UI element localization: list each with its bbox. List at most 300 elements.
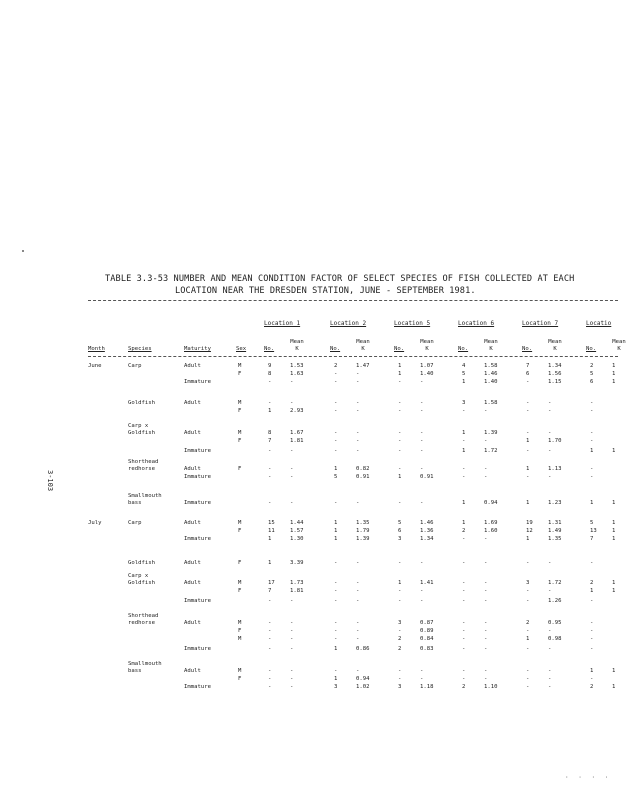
- count-cell: -: [590, 474, 594, 480]
- count-cell: 2: [398, 636, 402, 642]
- mean-k-cell: 1.18: [420, 684, 434, 690]
- sex-label: M: [238, 520, 242, 526]
- count-cell: -: [268, 628, 272, 634]
- column-header-mean-k: Mean K: [356, 339, 370, 352]
- maturity-label: Adult: [184, 580, 201, 586]
- count-cell: -: [334, 448, 338, 454]
- mean-k-cell: -: [290, 379, 294, 385]
- maturity-label: Immature: [184, 379, 211, 385]
- count-cell: -: [398, 466, 402, 472]
- mean-k-cell: -: [484, 668, 488, 674]
- mean-k-cell: 1.35: [356, 520, 370, 526]
- count-cell: 1: [462, 379, 466, 385]
- mean-k-cell: 0.95: [548, 620, 562, 626]
- count-cell: 3: [334, 684, 338, 690]
- count-cell: 4: [462, 363, 466, 369]
- count-cell: -: [526, 646, 530, 652]
- count-cell: -: [334, 628, 338, 634]
- species-label: Smallmouth bass: [128, 493, 162, 506]
- sex-label: M: [238, 636, 242, 642]
- sex-label: M: [238, 580, 242, 586]
- count-cell: 2: [590, 580, 594, 586]
- count-cell: -: [590, 430, 594, 436]
- mean-k-cell: 1: [612, 379, 616, 385]
- count-cell: -: [398, 379, 402, 385]
- count-cell: -: [590, 628, 594, 634]
- mean-k-cell: -: [548, 474, 552, 480]
- header-rule: [88, 356, 618, 357]
- location-header: Locatio: [586, 320, 612, 327]
- count-cell: 1: [334, 520, 338, 526]
- count-cell: -: [398, 438, 402, 444]
- maturity-label: Immature: [184, 684, 211, 690]
- mean-k-cell: 1.60: [484, 528, 498, 534]
- mean-k-cell: -: [420, 500, 424, 506]
- species-label: Goldfish: [128, 400, 155, 406]
- count-cell: -: [526, 684, 530, 690]
- count-cell: -: [268, 636, 272, 642]
- count-cell: -: [334, 400, 338, 406]
- mean-k-cell: -: [484, 588, 488, 594]
- mean-k-cell: -: [356, 620, 360, 626]
- mean-k-cell: 1.49: [548, 528, 562, 534]
- count-cell: 1: [334, 528, 338, 534]
- mean-k-cell: 1.40: [484, 379, 498, 385]
- count-cell: 1: [398, 580, 402, 586]
- sex-label: F: [238, 628, 242, 634]
- mean-k-cell: 1.72: [548, 580, 562, 586]
- mean-k-cell: -: [420, 588, 424, 594]
- mean-k-cell: 1.30: [290, 536, 304, 542]
- count-cell: 3: [398, 620, 402, 626]
- mean-k-cell: -: [484, 580, 488, 586]
- mean-k-cell: 1: [612, 448, 616, 454]
- count-cell: -: [398, 448, 402, 454]
- mean-k-cell: 1.58: [484, 400, 498, 406]
- count-cell: 6: [526, 371, 530, 377]
- mean-k-cell: 0.98: [548, 636, 562, 642]
- count-cell: 1: [268, 408, 272, 414]
- mean-k-cell: 1.10: [484, 684, 498, 690]
- count-cell: 1: [398, 371, 402, 377]
- count-cell: -: [398, 628, 402, 634]
- count-cell: -: [462, 580, 466, 586]
- mean-k-cell: 1.72: [484, 448, 498, 454]
- count-cell: -: [398, 676, 402, 682]
- mean-k-cell: 0.94: [484, 500, 498, 506]
- count-cell: 2: [590, 684, 594, 690]
- mean-k-cell: 1.39: [356, 536, 370, 542]
- count-cell: -: [334, 580, 338, 586]
- mean-k-cell: -: [420, 676, 424, 682]
- count-cell: 2: [398, 646, 402, 652]
- mean-k-cell: -: [548, 400, 552, 406]
- count-cell: -: [590, 676, 594, 682]
- maturity-label: Immature: [184, 474, 211, 480]
- mean-k-cell: 3.39: [290, 560, 304, 566]
- mean-k-cell: -: [484, 536, 488, 542]
- count-cell: -: [590, 408, 594, 414]
- column-header-mean-k: Mean K: [612, 339, 626, 352]
- count-cell: -: [268, 684, 272, 690]
- mean-k-cell: -: [290, 620, 294, 626]
- mean-k-cell: -: [290, 400, 294, 406]
- count-cell: 1: [590, 500, 594, 506]
- count-cell: -: [334, 430, 338, 436]
- mean-k-cell: 1.13: [548, 466, 562, 472]
- mean-k-cell: 0.94: [356, 676, 370, 682]
- location-header: Location 1: [264, 320, 301, 327]
- mean-k-cell: -: [356, 588, 360, 594]
- count-cell: -: [268, 598, 272, 604]
- location-header: Location 5: [394, 320, 431, 327]
- mean-k-cell: -: [548, 448, 552, 454]
- column-header-mean-k: Mean K: [548, 339, 562, 352]
- count-cell: 17: [268, 580, 275, 586]
- count-cell: -: [526, 588, 530, 594]
- sex-label: F: [238, 560, 242, 566]
- count-cell: -: [462, 636, 466, 642]
- mean-k-cell: 1.35: [548, 536, 562, 542]
- mean-k-cell: -: [290, 628, 294, 634]
- count-cell: -: [526, 474, 530, 480]
- mean-k-cell: -: [548, 430, 552, 436]
- count-cell: 1: [268, 560, 272, 566]
- mean-k-cell: 1: [612, 588, 616, 594]
- count-cell: -: [590, 620, 594, 626]
- count-cell: 2: [334, 363, 338, 369]
- sex-label: F: [238, 371, 242, 377]
- mean-k-cell: -: [484, 438, 488, 444]
- mean-k-cell: -: [484, 620, 488, 626]
- count-cell: -: [462, 560, 466, 566]
- count-cell: 5: [398, 520, 402, 526]
- column-header-species: Species: [128, 346, 152, 352]
- mean-k-cell: -: [290, 448, 294, 454]
- mean-k-cell: 1.34: [548, 363, 562, 369]
- count-cell: 8: [268, 371, 272, 377]
- mean-k-cell: 1.34: [420, 536, 434, 542]
- mean-k-cell: 1: [612, 363, 616, 369]
- mean-k-cell: 1: [612, 500, 616, 506]
- count-cell: 19: [526, 520, 533, 526]
- count-cell: -: [268, 668, 272, 674]
- count-cell: -: [398, 598, 402, 604]
- count-cell: 3: [462, 400, 466, 406]
- mean-k-cell: -: [548, 676, 552, 682]
- species-label: Carp: [128, 520, 142, 526]
- mean-k-cell: 1.63: [290, 371, 304, 377]
- mean-k-cell: 1.07: [420, 363, 434, 369]
- count-cell: -: [268, 500, 272, 506]
- mean-k-cell: 1.70: [548, 438, 562, 444]
- mean-k-cell: -: [484, 628, 488, 634]
- mean-k-cell: -: [356, 636, 360, 642]
- mean-k-cell: 0.82: [356, 466, 370, 472]
- count-cell: -: [334, 438, 338, 444]
- sex-label: F: [238, 408, 242, 414]
- count-cell: 3: [526, 580, 530, 586]
- mean-k-cell: -: [290, 676, 294, 682]
- count-cell: 1: [462, 448, 466, 454]
- mean-k-cell: 1.73: [290, 580, 304, 586]
- count-cell: -: [526, 668, 530, 674]
- count-cell: -: [268, 466, 272, 472]
- count-cell: -: [462, 536, 466, 542]
- sex-label: F: [238, 438, 242, 444]
- maturity-label: Immature: [184, 536, 211, 542]
- count-cell: 1: [398, 474, 402, 480]
- count-cell: 2: [462, 684, 466, 690]
- mean-k-cell: -: [356, 448, 360, 454]
- count-cell: -: [398, 400, 402, 406]
- mean-k-cell: -: [356, 379, 360, 385]
- mean-k-cell: -: [356, 371, 360, 377]
- count-cell: 13: [590, 528, 597, 534]
- count-cell: -: [462, 668, 466, 674]
- count-cell: -: [526, 598, 530, 604]
- count-cell: -: [590, 598, 594, 604]
- count-cell: -: [268, 620, 272, 626]
- mean-k-cell: 1.02: [356, 684, 370, 690]
- count-cell: -: [268, 448, 272, 454]
- species-label: Smallmouth bass: [128, 661, 162, 674]
- mean-k-cell: -: [484, 646, 488, 652]
- mean-k-cell: 0.87: [420, 620, 434, 626]
- count-cell: 5: [462, 371, 466, 377]
- maturity-label: Immature: [184, 500, 211, 506]
- column-header-no: No.: [586, 346, 597, 352]
- mean-k-cell: -: [290, 500, 294, 506]
- mean-k-cell: -: [420, 379, 424, 385]
- title-line-2: LOCATION NEAR THE DRESDEN STATION, JUNE - SEPTEMBER 1981.: [175, 286, 476, 296]
- count-cell: 1: [268, 536, 272, 542]
- location-header: Location 2: [330, 320, 367, 327]
- month-label: June: [88, 363, 102, 369]
- page-number-side: 3-103: [46, 470, 54, 492]
- mean-k-cell: 1.46: [420, 520, 434, 526]
- count-cell: 1: [462, 520, 466, 526]
- sex-label: M: [238, 430, 242, 436]
- species-label: Shorthead redhorse: [128, 613, 159, 626]
- column-header-no: No.: [458, 346, 469, 352]
- maturity-label: Adult: [184, 400, 201, 406]
- count-cell: 1: [590, 588, 594, 594]
- mean-k-cell: -: [484, 474, 488, 480]
- mean-k-cell: -: [420, 400, 424, 406]
- count-cell: -: [398, 408, 402, 414]
- count-cell: -: [334, 588, 338, 594]
- mean-k-cell: -: [420, 430, 424, 436]
- sex-label: F: [238, 588, 242, 594]
- mean-k-cell: -: [290, 636, 294, 642]
- maturity-label: Adult: [184, 466, 201, 472]
- mean-k-cell: -: [548, 668, 552, 674]
- count-cell: -: [590, 438, 594, 444]
- count-cell: -: [462, 598, 466, 604]
- count-cell: -: [590, 466, 594, 472]
- count-cell: -: [268, 400, 272, 406]
- count-cell: 5: [590, 371, 594, 377]
- count-cell: 5: [590, 520, 594, 526]
- mean-k-cell: -: [548, 408, 552, 414]
- species-label: Carp x Goldfish: [128, 423, 155, 436]
- count-cell: 3: [398, 684, 402, 690]
- count-cell: 8: [268, 430, 272, 436]
- mean-k-cell: -: [420, 560, 424, 566]
- maturity-label: Immature: [184, 448, 211, 454]
- mean-k-cell: -: [484, 408, 488, 414]
- count-cell: 7: [268, 588, 272, 594]
- mean-k-cell: 0.86: [356, 646, 370, 652]
- count-cell: 1: [334, 536, 338, 542]
- mean-k-cell: 2.93: [290, 408, 304, 414]
- mean-k-cell: 1.81: [290, 438, 304, 444]
- count-cell: -: [590, 636, 594, 642]
- sex-label: M: [238, 620, 242, 626]
- count-cell: -: [526, 430, 530, 436]
- mean-k-cell: 1.81: [290, 588, 304, 594]
- mean-k-cell: 1.31: [548, 520, 562, 526]
- count-cell: -: [334, 598, 338, 604]
- mean-k-cell: -: [420, 408, 424, 414]
- count-cell: -: [526, 448, 530, 454]
- maturity-label: Immature: [184, 646, 211, 652]
- count-cell: 1: [590, 668, 594, 674]
- mean-k-cell: 1: [612, 520, 616, 526]
- mean-k-cell: 1.53: [290, 363, 304, 369]
- mean-k-cell: -: [356, 408, 360, 414]
- count-cell: -: [590, 400, 594, 406]
- sex-label: M: [238, 363, 242, 369]
- count-cell: -: [590, 560, 594, 566]
- count-cell: 7: [268, 438, 272, 444]
- mean-k-cell: 1.79: [356, 528, 370, 534]
- mean-k-cell: -: [356, 580, 360, 586]
- count-cell: 1: [526, 536, 530, 542]
- mean-k-cell: 1.47: [356, 363, 370, 369]
- count-cell: -: [462, 474, 466, 480]
- mean-k-cell: 1: [612, 528, 616, 534]
- count-cell: 1: [526, 636, 530, 642]
- maturity-label: Adult: [184, 520, 201, 526]
- mean-k-cell: -: [290, 466, 294, 472]
- mean-k-cell: 1.23: [548, 500, 562, 506]
- mean-k-cell: -: [356, 628, 360, 634]
- maturity-label: Adult: [184, 363, 201, 369]
- footer-mark: · · · ·: [565, 774, 612, 781]
- mean-k-cell: 1.39: [484, 430, 498, 436]
- count-cell: 12: [526, 528, 533, 534]
- count-cell: 11: [268, 528, 275, 534]
- mean-k-cell: 1.57: [290, 528, 304, 534]
- mean-k-cell: -: [356, 560, 360, 566]
- count-cell: 2: [462, 528, 466, 534]
- species-label: Shorthead redhorse: [128, 459, 159, 472]
- mean-k-cell: -: [356, 400, 360, 406]
- mean-k-cell: -: [290, 668, 294, 674]
- mean-k-cell: 1: [612, 580, 616, 586]
- sex-label: F: [238, 676, 242, 682]
- mean-k-cell: -: [548, 560, 552, 566]
- mean-k-cell: 1.69: [484, 520, 498, 526]
- mean-k-cell: 1: [612, 536, 616, 542]
- mean-k-cell: -: [420, 598, 424, 604]
- count-cell: -: [526, 560, 530, 566]
- maturity-label: Adult: [184, 620, 201, 626]
- mean-k-cell: -: [484, 676, 488, 682]
- mean-k-cell: -: [290, 474, 294, 480]
- mean-k-cell: -: [420, 668, 424, 674]
- mean-k-cell: -: [420, 438, 424, 444]
- species-label: Carp: [128, 363, 142, 369]
- mean-k-cell: -: [290, 684, 294, 690]
- sex-label: M: [238, 400, 242, 406]
- count-cell: 1: [462, 430, 466, 436]
- mean-k-cell: -: [420, 466, 424, 472]
- scan-speck: [22, 250, 24, 252]
- count-cell: 1: [590, 448, 594, 454]
- location-header: Location 6: [458, 320, 495, 327]
- mean-k-cell: 1.36: [420, 528, 434, 534]
- count-cell: -: [334, 379, 338, 385]
- count-cell: -: [334, 620, 338, 626]
- column-header-maturity: Maturity: [184, 346, 211, 352]
- mean-k-cell: 0.83: [420, 646, 434, 652]
- mean-k-cell: 1.41: [420, 580, 434, 586]
- count-cell: -: [334, 408, 338, 414]
- count-cell: 1: [334, 466, 338, 472]
- mean-k-cell: 1: [612, 668, 616, 674]
- mean-k-cell: 1: [612, 684, 616, 690]
- mean-k-cell: -: [356, 438, 360, 444]
- title-rule: [88, 300, 618, 301]
- mean-k-cell: -: [290, 598, 294, 604]
- count-cell: -: [462, 466, 466, 472]
- count-cell: 1: [334, 646, 338, 652]
- count-cell: 9: [268, 363, 272, 369]
- mean-k-cell: -: [484, 560, 488, 566]
- maturity-label: Immature: [184, 598, 211, 604]
- mean-k-cell: -: [356, 500, 360, 506]
- mean-k-cell: 1.58: [484, 363, 498, 369]
- mean-k-cell: 1.67: [290, 430, 304, 436]
- count-cell: 1: [462, 500, 466, 506]
- mean-k-cell: 0.84: [420, 636, 434, 642]
- mean-k-cell: -: [484, 466, 488, 472]
- mean-k-cell: -: [548, 684, 552, 690]
- species-label: Goldfish: [128, 560, 155, 566]
- count-cell: -: [398, 560, 402, 566]
- maturity-label: Adult: [184, 560, 201, 566]
- column-header-no: No.: [394, 346, 405, 352]
- mean-k-cell: 0.91: [420, 474, 434, 480]
- column-header-no: No.: [522, 346, 533, 352]
- count-cell: 1: [526, 466, 530, 472]
- mean-k-cell: 0.91: [356, 474, 370, 480]
- mean-k-cell: -: [548, 628, 552, 634]
- count-cell: -: [590, 646, 594, 652]
- count-cell: -: [334, 668, 338, 674]
- count-cell: -: [526, 379, 530, 385]
- mean-k-cell: 1.26: [548, 598, 562, 604]
- count-cell: 2: [590, 363, 594, 369]
- count-cell: -: [462, 628, 466, 634]
- column-header-no: No.: [330, 346, 341, 352]
- count-cell: 1: [398, 363, 402, 369]
- mean-k-cell: 1.40: [420, 371, 434, 377]
- count-cell: -: [398, 430, 402, 436]
